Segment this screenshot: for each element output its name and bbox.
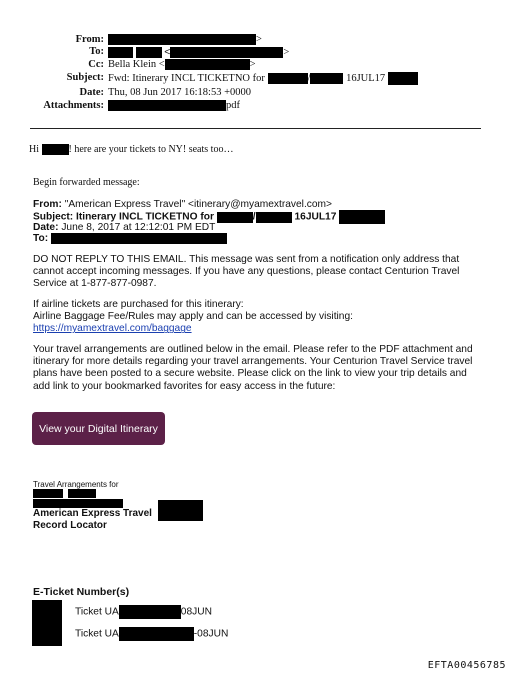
date-value: Thu, 08 Jun 2017 16:18:53 +0000 <box>108 87 252 98</box>
document-id: EFTA00456785 <box>427 660 506 671</box>
cc-value: Bella Klein < <box>108 59 165 70</box>
from-label: From: <box>75 34 104 45</box>
fwd-subject-line: Subject: Itinerary INCL TICKETNO for / 16JUL17 <box>33 210 385 224</box>
ticket-row: Ticket UA 08JUN <box>75 606 212 618</box>
view-digital-itinerary-button[interactable]: View your Digital Itinerary <box>32 412 165 445</box>
forward-intro: Begin forwarded message: <box>33 177 140 188</box>
redaction-block <box>119 605 181 619</box>
redaction-block <box>339 210 385 224</box>
baggage-link[interactable]: https://myamextravel.com/baggage <box>33 323 192 335</box>
redaction-block <box>136 47 162 58</box>
attachment-ext: pdf <box>226 100 240 111</box>
redaction-block <box>32 600 62 646</box>
cc-label: Cc: <box>88 59 104 70</box>
no-reply-notice: DO NOT REPLY TO THIS EMAIL. This message was sent from a notification only address that cannot accept incoming messages. If you have any questions, please contact Centurion Travel Service at 1-877-877-0987. <box>33 254 460 290</box>
redaction-block <box>256 212 292 223</box>
subject-value: Fwd: Itinerary INCL TICKETNO for <box>108 72 265 84</box>
greeting: Hi ! here are your tickets to NY! seats too… <box>29 144 234 155</box>
subject-label: Subject: <box>66 72 104 83</box>
redaction-block <box>42 144 69 155</box>
redaction-block <box>108 100 226 111</box>
redaction-block <box>119 627 194 641</box>
redaction-block <box>68 489 96 498</box>
arrangements-notice: Your travel arrangements are outlined below in the email. Please refer to the PDF attachment and itinerary for more details regarding your travel arrangements. Your Centurion Travel Service travel plans have been posted to a secure website. Please click on the link to view your trip details and add link to your bookmarked favorites for easy access in the future: <box>33 344 473 392</box>
redaction-block <box>388 72 418 85</box>
to-label: To: <box>89 46 104 57</box>
ticket-row: Ticket UA -08JUN <box>75 628 229 640</box>
redaction-block <box>108 34 256 45</box>
redaction-block <box>170 47 283 58</box>
redaction-block <box>165 59 250 70</box>
angle-bracket: > <box>283 47 290 58</box>
subject-date: 16JUL17 <box>346 72 386 84</box>
redaction-block <box>217 212 253 223</box>
fwd-to-line: To: <box>33 233 227 245</box>
redaction-block <box>33 499 123 508</box>
attachments-label: Attachments: <box>43 100 104 111</box>
travel-arrangements-label: Travel Arrangements for <box>33 480 119 489</box>
date-label: Date: <box>79 87 104 98</box>
angle-bracket: > <box>256 34 262 45</box>
fwd-from-line: From: "American Express Travel" <itinerary@myamextravel.com> <box>33 199 332 210</box>
baggage-notice: If airline tickets are purchased for this itinerary: Airline Baggage Fee/Rules may apply and can be accessed by visiting: https://myamextravel.com/baggage <box>33 299 353 335</box>
redaction-block <box>51 233 227 244</box>
redaction-block <box>33 489 63 498</box>
redaction-block <box>108 47 133 58</box>
record-locator-redacted <box>158 500 203 521</box>
eticket-heading: E-Ticket Number(s) <box>33 586 130 598</box>
fwd-date-line: Date: June 8, 2017 at 12:12:01 PM EDT <box>33 222 216 233</box>
redaction-block <box>307 72 343 84</box>
redaction-block <box>268 73 308 84</box>
angle-bracket: > <box>249 59 256 70</box>
slash: / <box>307 72 311 84</box>
arrangements-company: American Express Travel Record Locator <box>33 508 152 532</box>
header-divider <box>30 128 481 129</box>
